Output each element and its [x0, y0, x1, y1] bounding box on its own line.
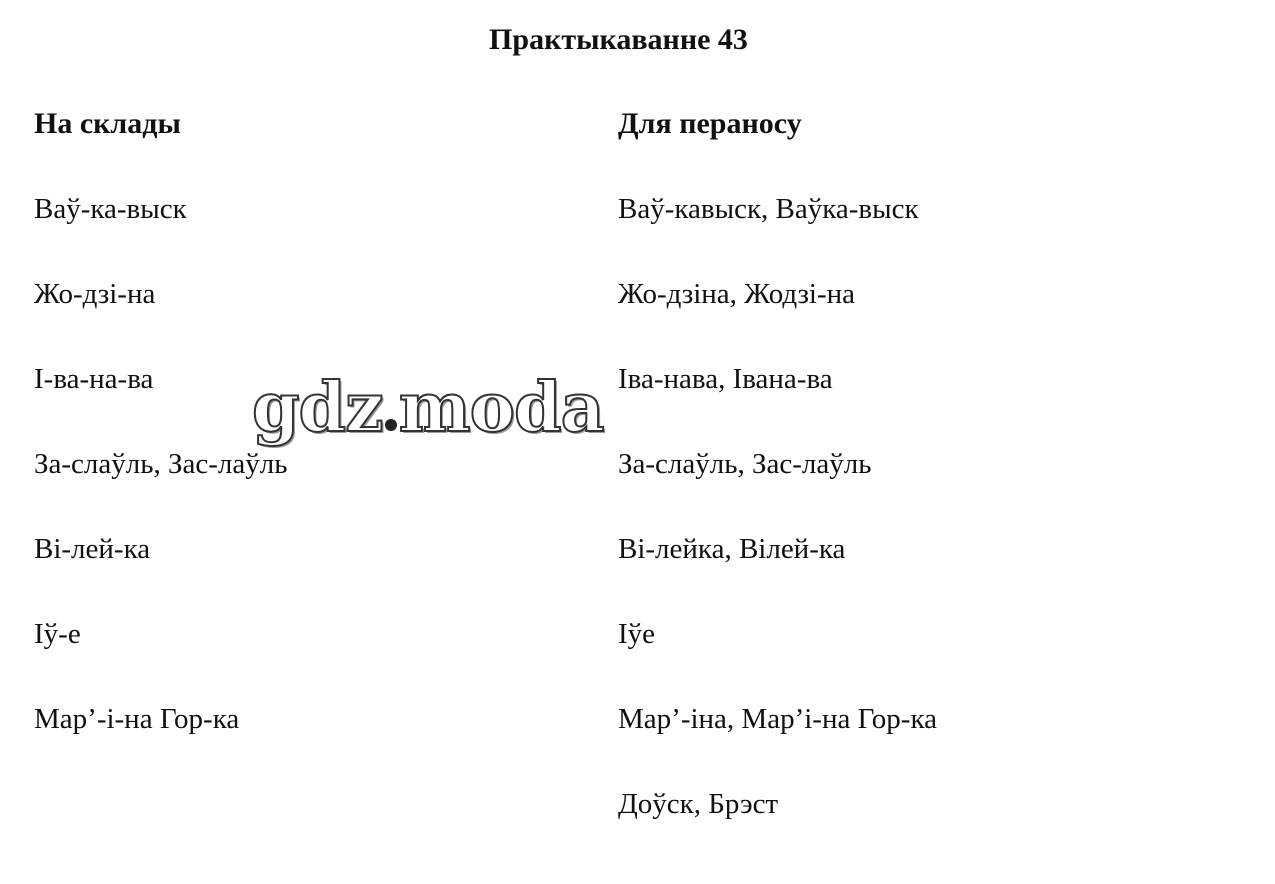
list-item: Жо-дзіна, Жодзі-на	[618, 278, 856, 310]
watermark-text-part1: gdz	[252, 368, 383, 448]
list-item: Доўск, Брэст	[618, 788, 779, 820]
syllables-heading: На склады	[34, 107, 181, 140]
list-item: Іўе	[618, 618, 656, 650]
list-item: Ваў-ка-выск	[34, 193, 187, 225]
list-item: Жо-дзі-на	[34, 278, 156, 310]
list-item: Іў-е	[34, 618, 81, 650]
list-item: Ві-лей-ка	[34, 533, 151, 565]
list-item: За-слаўль, Зас-лаўль	[34, 448, 288, 480]
watermark-text-part2: moda	[398, 368, 604, 448]
list-item: Ваў-кавыск, Ваўка-выск	[618, 193, 919, 225]
hyphenation-heading: Для пераносу	[618, 107, 802, 140]
watermark-dot	[385, 419, 397, 431]
hyphenation-list	[618, 189, 1238, 824]
list-item: Ві-лейка, Вілей-ка	[618, 533, 846, 565]
list-item: За-слаўль, Зас-лаўль	[618, 448, 872, 480]
list-item: І-ва-на-ва	[34, 363, 154, 395]
list-item: Мар’-іна, Мар’і-на Гор-ка	[618, 703, 937, 735]
page-title: Практыкаванне 43	[489, 23, 748, 56]
list-item: Мар’-і-на Гор-ка	[34, 703, 240, 735]
syllables-list	[34, 189, 594, 739]
list-item: Іва-нава, Івана-ва	[618, 363, 833, 395]
watermark-logo	[252, 368, 604, 448]
hyphenation-column	[618, 104, 1238, 869]
